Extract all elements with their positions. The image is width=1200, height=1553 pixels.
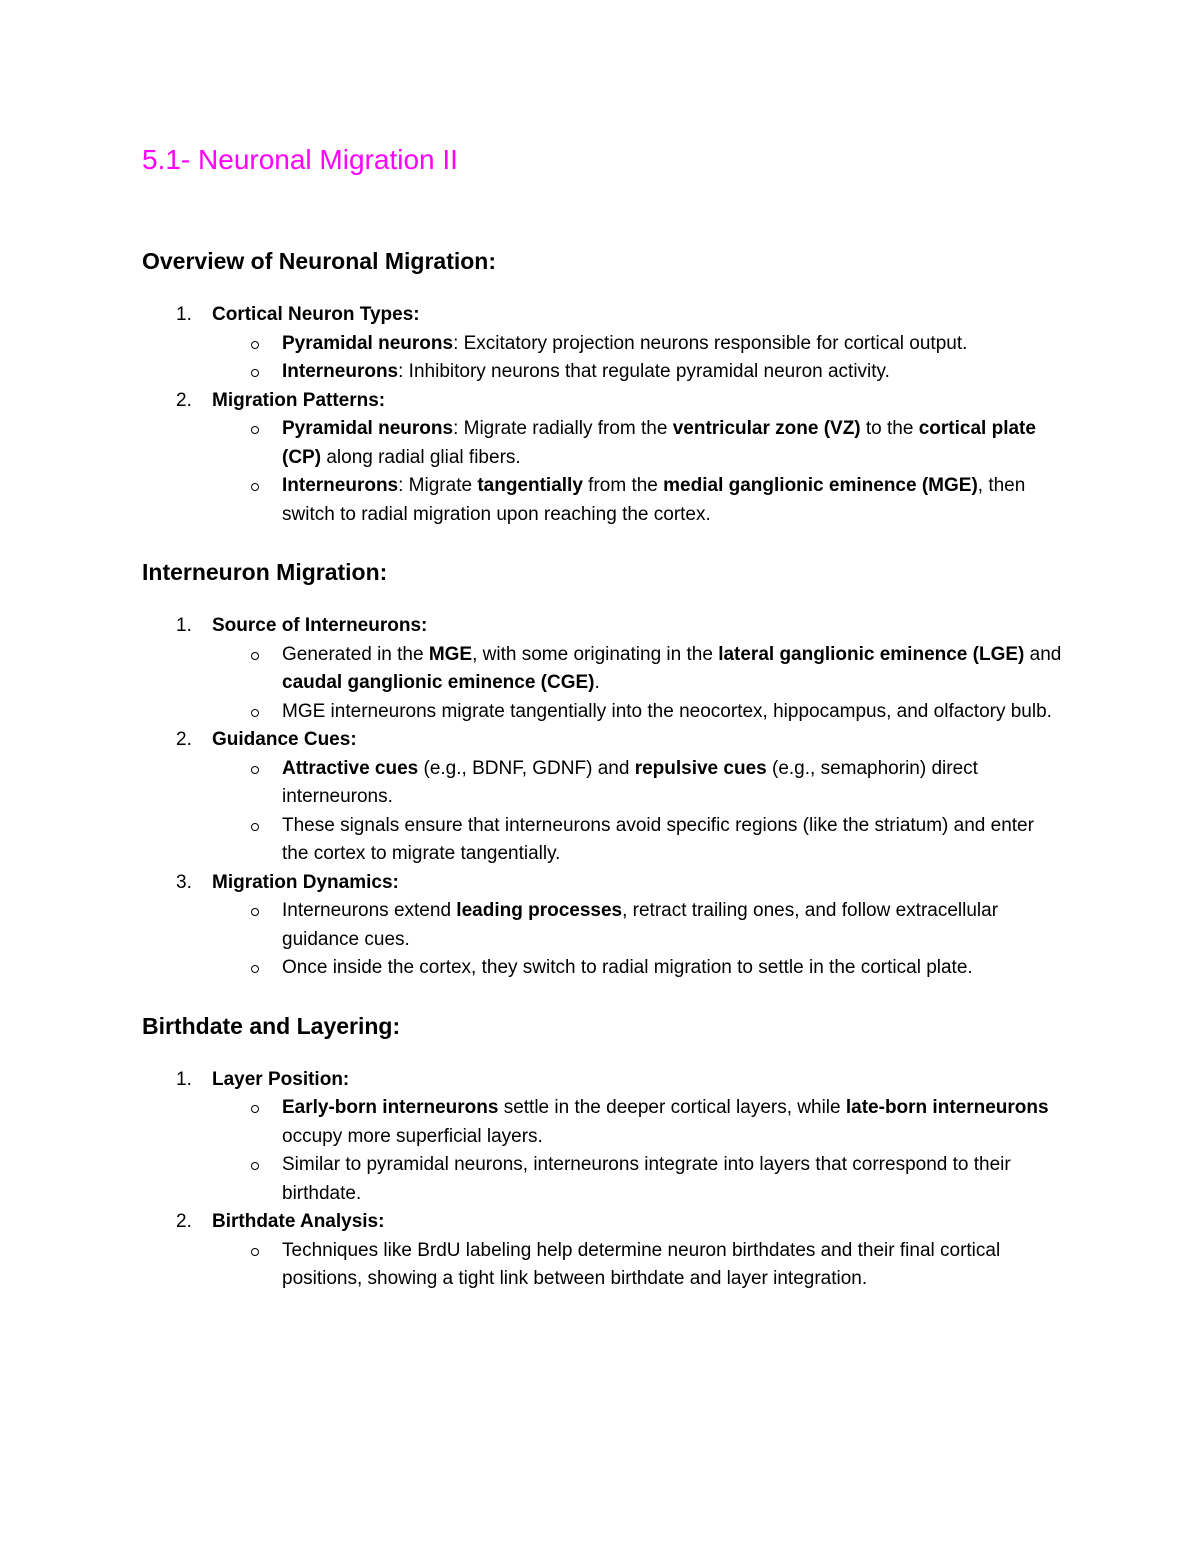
bold-term: repulsive cues [634,757,767,779]
body-text: from the [582,475,664,496]
body-text: Interneurons extend [282,900,457,921]
hollow-circle-bullet-icon [251,908,259,916]
bullet-item [212,897,1062,954]
list-item-label: Cortical Neuron Types: [212,304,420,325]
list-item [142,1066,1062,1209]
bold-term: MGE [428,643,473,665]
body-text: Similar to pyramidal neurons, interneurons integrate into layers that correspond to their birthdate. [282,1154,1011,1204]
hollow-circle-bullet-icon [251,369,259,377]
list-item [142,301,1062,387]
numbered-list [142,1066,1062,1294]
bold-term: caudal ganglionic eminence (CGE) [282,672,595,693]
hollow-circle-bullet-icon [251,483,259,491]
section [142,555,1062,983]
list-number: 2. [176,1211,192,1232]
body-text: Once inside the cortex, they switch to radial migration to settle in the cortical plate. [282,957,973,978]
list-item-label: Guidance Cues: [212,729,357,750]
list-item-heading [176,387,1062,416]
list-item-heading [176,726,1062,755]
section-heading: Interneuron Migration: [142,559,388,585]
bullet-item [212,698,1062,727]
body-text: (e.g., semaphorin) direct interneurons. [282,757,978,807]
bullet-list [212,1094,1062,1208]
bullet-list [212,415,1062,529]
bullet-item [212,415,1062,472]
bold-term: ventricular zone (VZ) [672,418,861,439]
list-number: 2. [176,729,192,750]
bullet-list [212,641,1062,727]
hollow-circle-bullet-icon [251,965,259,973]
bullet-list [212,1237,1062,1294]
hollow-circle-bullet-icon [251,766,259,774]
bold-term: Interneurons [282,361,399,382]
bold-term: medial ganglionic eminence (MGE) [663,475,978,496]
list-item-label: Birthdate Analysis: [212,1211,385,1232]
bullet-list [212,755,1062,869]
list-item-label: Migration Dynamics: [212,871,399,893]
bullet-item [212,641,1062,698]
list-item [142,726,1062,869]
bold-term: cortical plate (CP) [282,418,1036,468]
bullet-item [212,1094,1062,1151]
list-number: 1. [176,304,192,325]
body-text: (e.g., BDNF, GDNF) and [418,757,635,779]
hollow-circle-bullet-icon [251,1248,259,1256]
section [142,1009,1062,1294]
list-number: 1. [176,1068,192,1090]
body-text: Techniques like BrdU labeling help determine neuron birthdates and their final cortical positions, showing a tight link between birthdate and layer integration. [282,1239,1001,1289]
section [142,244,1062,529]
bold-term: Pyramidal neurons [282,332,454,354]
bullet-item [212,954,1062,983]
list-item-heading [176,612,1062,641]
list-item [142,869,1062,983]
bullet-item [212,812,1062,869]
bold-term: leading processes [456,900,623,921]
bullet-item [212,472,1062,529]
list-number: 2. [176,389,192,411]
body-text: , retract trailing ones, and follow extracellular guidance cues. [282,900,999,950]
hollow-circle-bullet-icon [251,709,259,717]
bullet-item [212,358,1062,387]
list-item-label: Layer Position: [212,1068,350,1090]
bullet-item [212,755,1062,812]
bullet-list [212,330,1062,387]
body-text: occupy more superficial layers. [282,1125,543,1147]
bullet-list [212,897,1062,983]
list-item [142,1208,1062,1294]
hollow-circle-bullet-icon [251,652,259,660]
body-text: , then switch to radial migration upon reaching the cortex. [282,475,1026,525]
body-text: , with some originating in the [472,643,719,665]
section-heading: Overview of Neuronal Migration: [142,248,496,274]
bullet-item [212,1237,1062,1294]
numbered-list [142,612,1062,983]
body-text: : Excitatory projection neurons responsible for cortical output. [453,332,968,354]
list-number: 3. [176,871,192,893]
bullet-item [212,1151,1062,1208]
numbered-list [142,301,1062,529]
list-item-heading [176,869,1062,898]
bullet-item [212,330,1062,359]
list-item-heading [176,1208,1062,1237]
bold-term: Attractive cues [282,757,419,779]
body-text: : Inhibitory neurons that regulate pyramidal neuron activity. [398,361,890,382]
hollow-circle-bullet-icon [251,1105,259,1113]
bold-term: Pyramidal neurons [282,418,454,439]
document-title: 5.1- Neuronal Migration II [142,144,458,175]
bold-term: tangentially [477,475,583,496]
body-text: MGE interneurons migrate tangentially into the neocortex, hippocampus, and olfactory bulb. [282,700,1052,722]
body-text: Generated in the [282,643,429,665]
hollow-circle-bullet-icon [251,341,259,349]
list-item [142,387,1062,530]
document-body [142,244,1062,1294]
hollow-circle-bullet-icon [251,426,259,434]
body-text: : Migrate radially from the [453,418,673,439]
bold-term: lateral ganglionic eminence (LGE) [718,643,1025,665]
list-number: 1. [176,615,192,636]
body-text: : Migrate [398,475,478,496]
list-item-label: Source of Interneurons: [212,615,428,636]
body-text: and [1024,643,1062,665]
body-text: . [594,672,600,693]
document-page [142,140,1062,1320]
list-item-heading [176,1066,1062,1095]
body-text: settle in the deeper cortical layers, while [498,1097,846,1118]
list-item-heading [176,301,1062,330]
list-item-label: Migration Patterns: [212,389,386,411]
list-item [142,612,1062,726]
section-heading: Birthdate and Layering: [142,1012,401,1039]
hollow-circle-bullet-icon [251,1162,259,1170]
body-text: to the [860,418,919,439]
bold-term: Early-born interneurons [282,1097,499,1118]
body-text: These signals ensure that interneurons avoid specific regions (like the striatum) and enter the cortex to migrate tangentially. [282,814,1034,864]
bold-term: late-born interneurons [845,1097,1049,1118]
bold-term: Interneurons [282,475,399,496]
body-text: along radial glial fibers. [321,446,521,468]
hollow-circle-bullet-icon [251,823,259,831]
